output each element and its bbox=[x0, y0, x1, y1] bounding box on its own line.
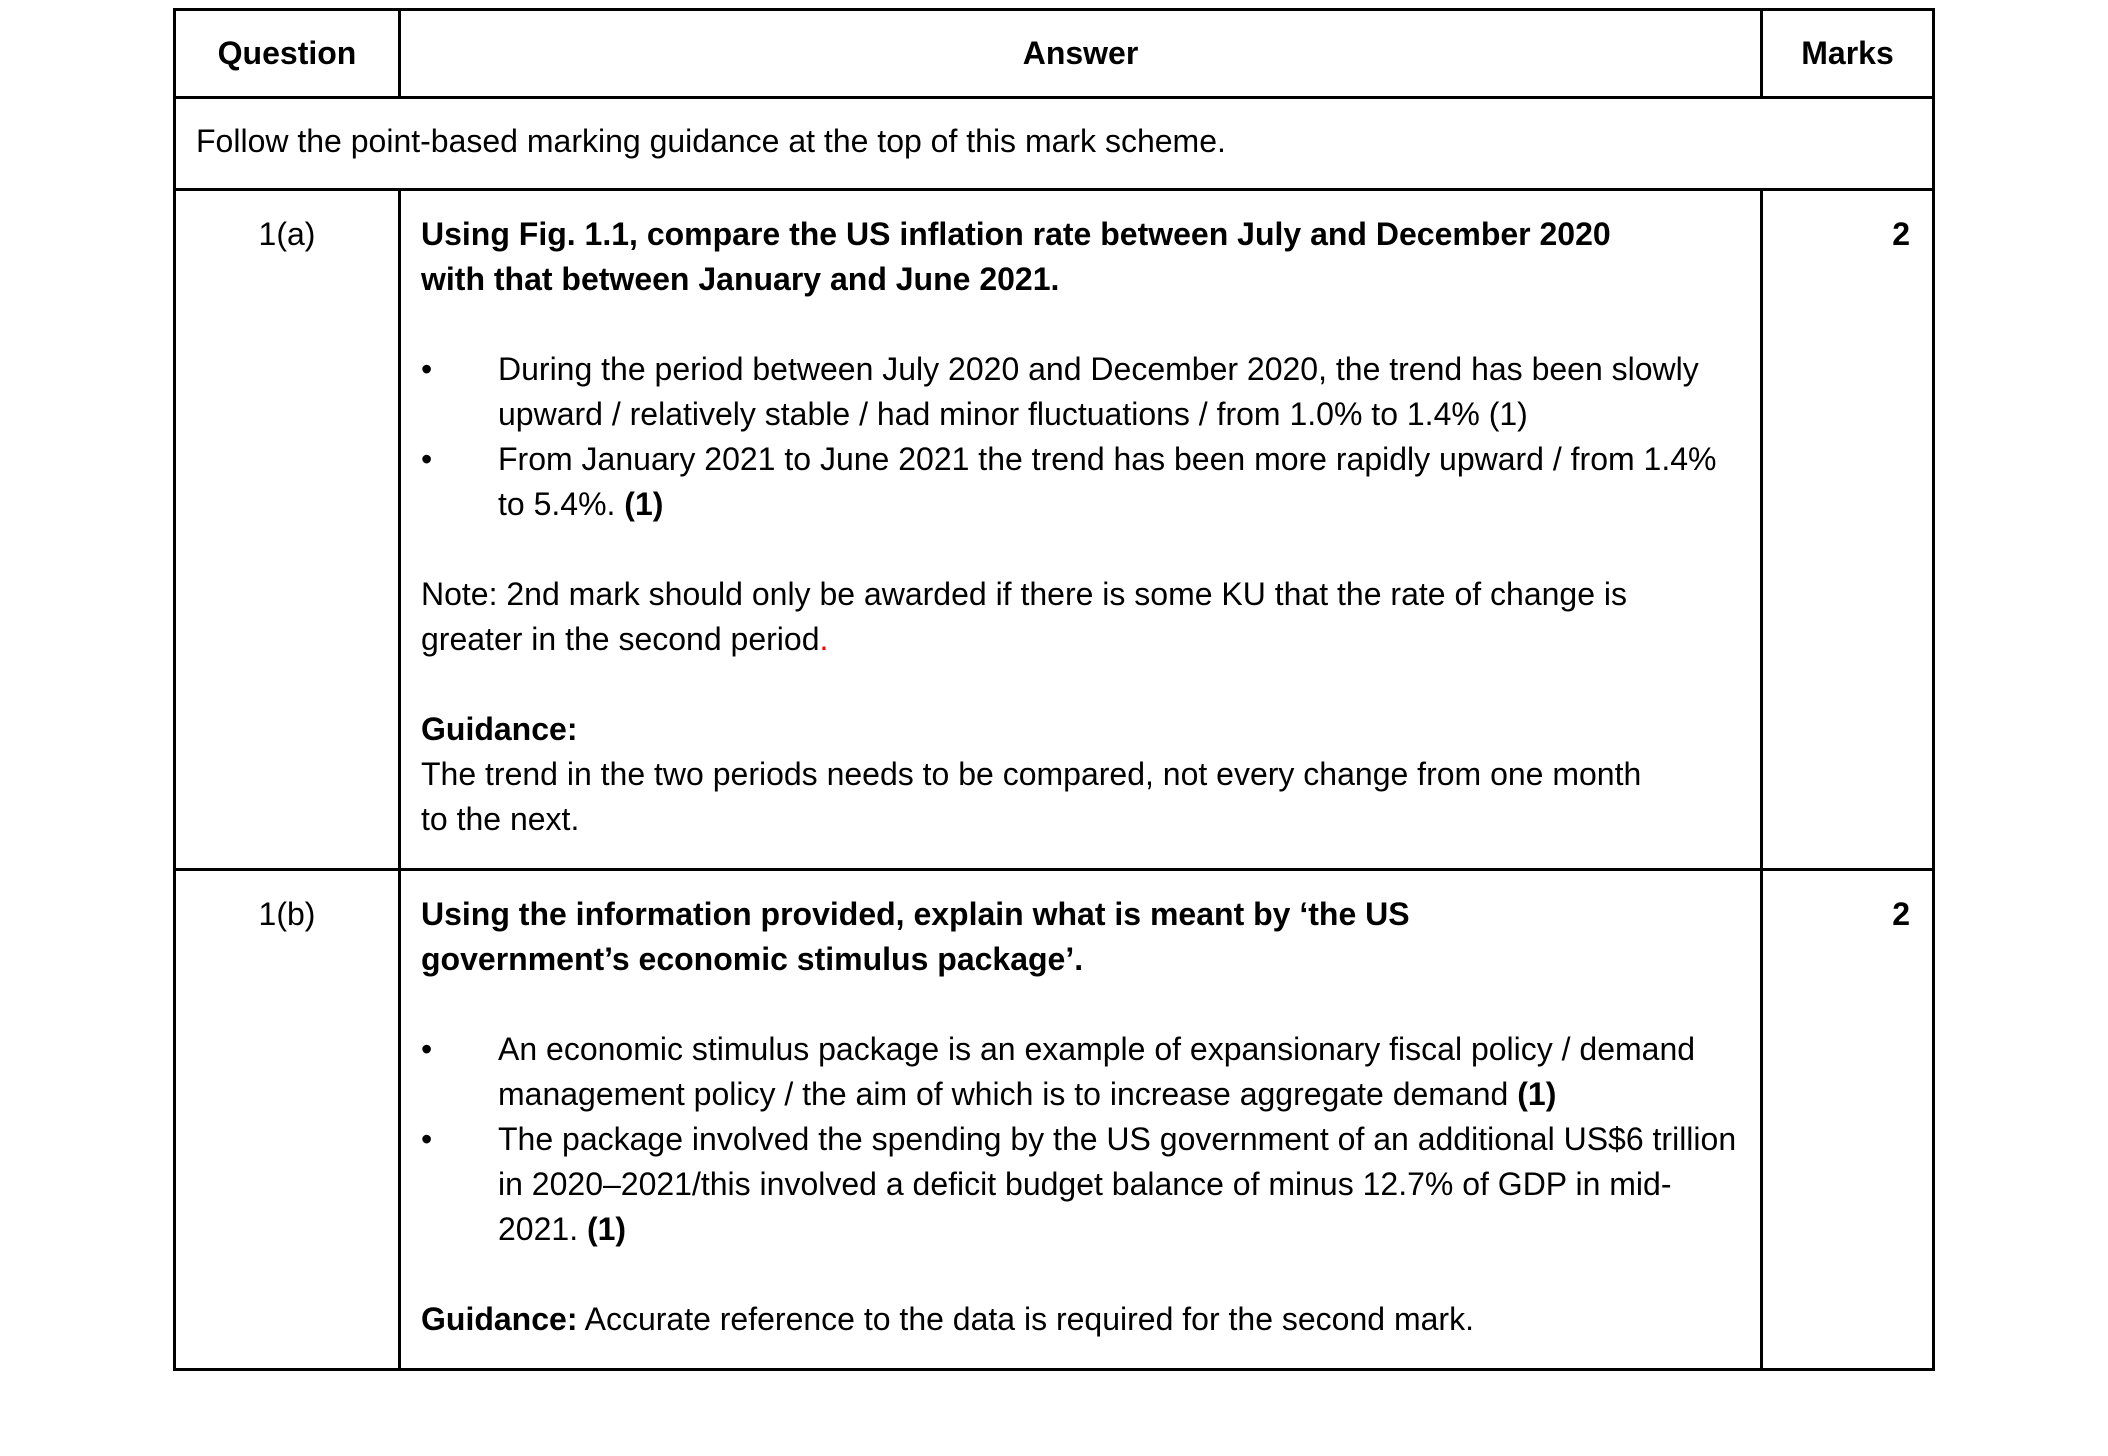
answer-column-header: Answer bbox=[400, 10, 1762, 98]
mark-scheme-document bbox=[173, 8, 1935, 1371]
marks-value-1a: 2 bbox=[1762, 190, 1934, 870]
point-text bbox=[498, 437, 1742, 527]
note-paragraph bbox=[421, 572, 1676, 662]
question-number-1b: 1(b) bbox=[175, 870, 400, 1370]
point-body: An economic stimulus package is an example of expansionary fiscal policy / demand management policy / the aim of which is to increase aggregate demand bbox=[498, 1031, 1696, 1112]
question-text-1b: Using the information provided, explain what is meant by ‘the US government’s economic stimulus package’. bbox=[421, 896, 1410, 977]
bullet-icon: • bbox=[421, 1031, 433, 1067]
mark-tag: (1) bbox=[624, 486, 664, 522]
point-text bbox=[498, 347, 1742, 437]
marking-guidance-notice: Follow the point-based marking guidance at the top of this mark scheme. bbox=[175, 98, 1934, 190]
mark-tag: (1) bbox=[586, 1211, 627, 1247]
mark-tag: (1) bbox=[1488, 396, 1528, 432]
bullet-icon: • bbox=[421, 441, 433, 477]
point-text bbox=[498, 1117, 1742, 1252]
marking-point bbox=[421, 1027, 1742, 1117]
guidance-text-1a: The trend in the two periods needs to be compared, not every change from one month to the next. bbox=[421, 756, 1642, 837]
marking-points-1a bbox=[421, 347, 1742, 527]
point-text bbox=[498, 1027, 1742, 1117]
point-body: The package involved the spending by the US government of an additional US$6 trillion in 2020–2021/this involved a deficit budget balance of minus 12.7% of GDP in mid-2021. bbox=[498, 1121, 1737, 1247]
guidance-paragraph-1b bbox=[421, 1297, 1676, 1342]
answer-cell-1b bbox=[400, 870, 1762, 1370]
marking-point bbox=[421, 347, 1742, 437]
answer-cell-1a bbox=[400, 190, 1762, 870]
guidance-notice-row bbox=[175, 98, 1934, 190]
mark-scheme-table bbox=[173, 8, 1935, 1371]
header-row bbox=[175, 10, 1934, 98]
question-text-1a: Using Fig. 1.1, compare the US inflation rate between July and December 2020 with that between January and June 2021. bbox=[421, 216, 1611, 297]
note-period: . bbox=[819, 621, 829, 657]
bullet-icon: • bbox=[421, 351, 433, 387]
point-body: During the period between July 2020 and December 2020, the trend has been slowly upward / relatively stable / had minor fluctuations / from 1.0% to 1.4% bbox=[498, 351, 1699, 432]
guidance-label-1a: Guidance: bbox=[421, 711, 578, 747]
note-text: Note: 2nd mark should only be awarded if there is some KU that the rate of change is greater in the second period bbox=[421, 576, 1627, 657]
table-row-1b bbox=[175, 870, 1934, 1370]
marks-column-header: Marks bbox=[1762, 10, 1934, 98]
marking-point bbox=[421, 1117, 1742, 1252]
bullet-icon: • bbox=[421, 1121, 433, 1157]
marking-point bbox=[421, 437, 1742, 527]
guidance-text-1b: Accurate reference to the data is required for the second mark. bbox=[577, 1301, 1474, 1337]
guidance-label-1b: Guidance: bbox=[421, 1301, 578, 1337]
point-body: From January 2021 to June 2021 the trend has been more rapidly upward / from 1.4% to 5.4%. bbox=[498, 441, 1717, 522]
mark-tag: (1) bbox=[1517, 1076, 1557, 1112]
question-number-1a: 1(a) bbox=[175, 190, 400, 870]
marks-value-1b: 2 bbox=[1762, 870, 1934, 1370]
question-column-header: Question bbox=[175, 10, 400, 98]
marking-points-1b bbox=[421, 1027, 1742, 1252]
table-row-1a bbox=[175, 190, 1934, 870]
